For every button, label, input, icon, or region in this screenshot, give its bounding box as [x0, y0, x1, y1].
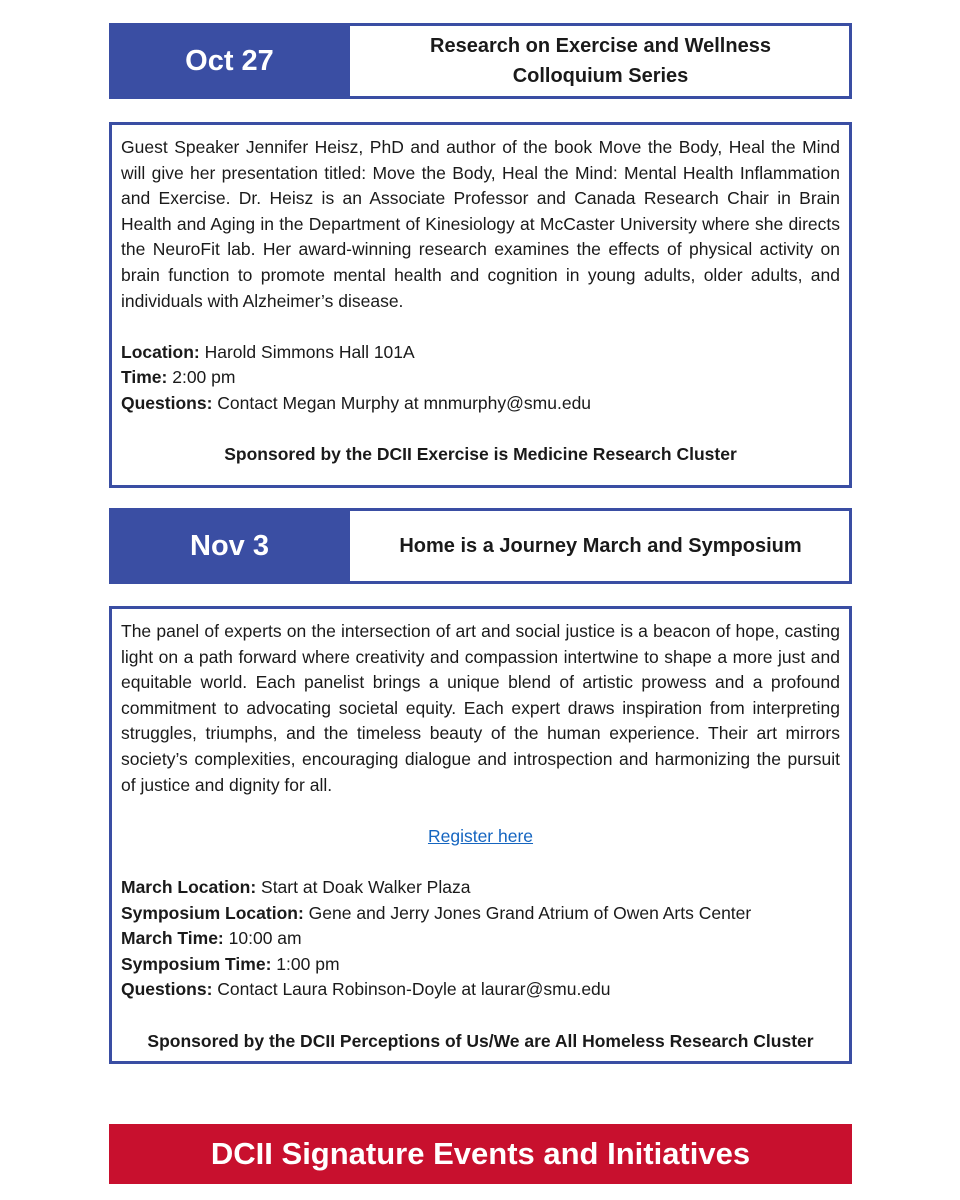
detail-value: Start at Doak Walker Plaza	[256, 876, 471, 897]
detail-value: 2:00 pm	[167, 367, 236, 388]
register-link[interactable]: Register here	[427, 825, 534, 846]
detail-label: Symposium Time:	[121, 953, 272, 974]
event-sponsor: Sponsored by the DCII Perceptions of Us/We are All Homeless Research Cluster	[147, 1030, 814, 1051]
detail-label: March Time:	[121, 928, 224, 949]
detail-symposium-time	[121, 952, 840, 978]
detail-symposium-location	[121, 901, 840, 927]
detail-value: Contact Laura Robinson-Doyle at laurar@smu.edu	[212, 979, 611, 1000]
event-date: Oct 27	[112, 26, 350, 96]
event-title-line1: Research on Exercise and Wellness	[430, 35, 771, 57]
event-header-oct27	[109, 23, 852, 99]
event-title-line2: Colloquium Series	[512, 65, 689, 87]
event-body-nov3	[109, 606, 852, 1064]
detail-questions	[121, 977, 840, 1003]
detail-label: March Location:	[121, 876, 257, 897]
detail-label: Location:	[121, 341, 200, 362]
detail-label: Symposium Location:	[121, 902, 304, 923]
event-description: Guest Speaker Jennifer Heisz, PhD and author of the book Move the Body, Heal the Mind will give her presentation titled: Move the Body, Heal the Mind: Mental Health Inflammation and Exercise. Dr. Heisz is an Associate Professor and Canada Research Chair in Brain Health and Aging in the Department of Kinesiology at McCaster University where she directs the NeuroFit lab. Her award-winning research examines the effects of physical activity on brain function to promote mental health and cognition in young adults, older adults, and individuals with Alzheimer’s disease.	[121, 137, 840, 311]
event-body-oct27	[109, 122, 852, 488]
detail-march-location	[121, 875, 840, 901]
event-title	[350, 26, 849, 96]
event-sponsor: Sponsored by the DCII Exercise is Medicine Research Cluster	[224, 444, 737, 465]
section-banner: DCII Signature Events and Initiatives	[109, 1124, 852, 1184]
detail-march-time	[121, 926, 840, 952]
event-description: The panel of experts on the intersection of art and social justice is a beacon of hope, casting light on a path forward where creativity and compassion intertwine to shape a more just and equitable world. Each panelist brings a unique blend of artistic prowess and a profound commitment to advocating societal equity. Each expert draws inspiration from interpreting struggles, triumphs, and the timeless beauty of the human experience. Their art mirrors society’s complexities, encouraging dialogue and introspection and harmonizing the pursuit of justice and dignity for all.	[121, 621, 840, 795]
detail-value: Gene and Jerry Jones Grand Atrium of Owen Arts Center	[303, 902, 752, 923]
detail-location	[121, 340, 840, 366]
event-header-nov3	[109, 508, 852, 584]
detail-label: Questions:	[121, 979, 213, 1000]
detail-value: 10:00 am	[223, 928, 302, 949]
event-title: Home is a Journey March and Symposium	[350, 511, 849, 581]
register-line	[121, 824, 840, 850]
detail-questions	[121, 391, 840, 417]
detail-value: Contact Megan Murphy at mnmurphy@smu.edu	[212, 392, 592, 413]
detail-label: Questions:	[121, 392, 213, 413]
detail-time	[121, 365, 840, 391]
detail-value: 1:00 pm	[271, 953, 340, 974]
detail-value: Harold Simmons Hall 101A	[199, 341, 415, 362]
detail-label: Time:	[121, 367, 168, 388]
event-date: Nov 3	[112, 511, 350, 581]
